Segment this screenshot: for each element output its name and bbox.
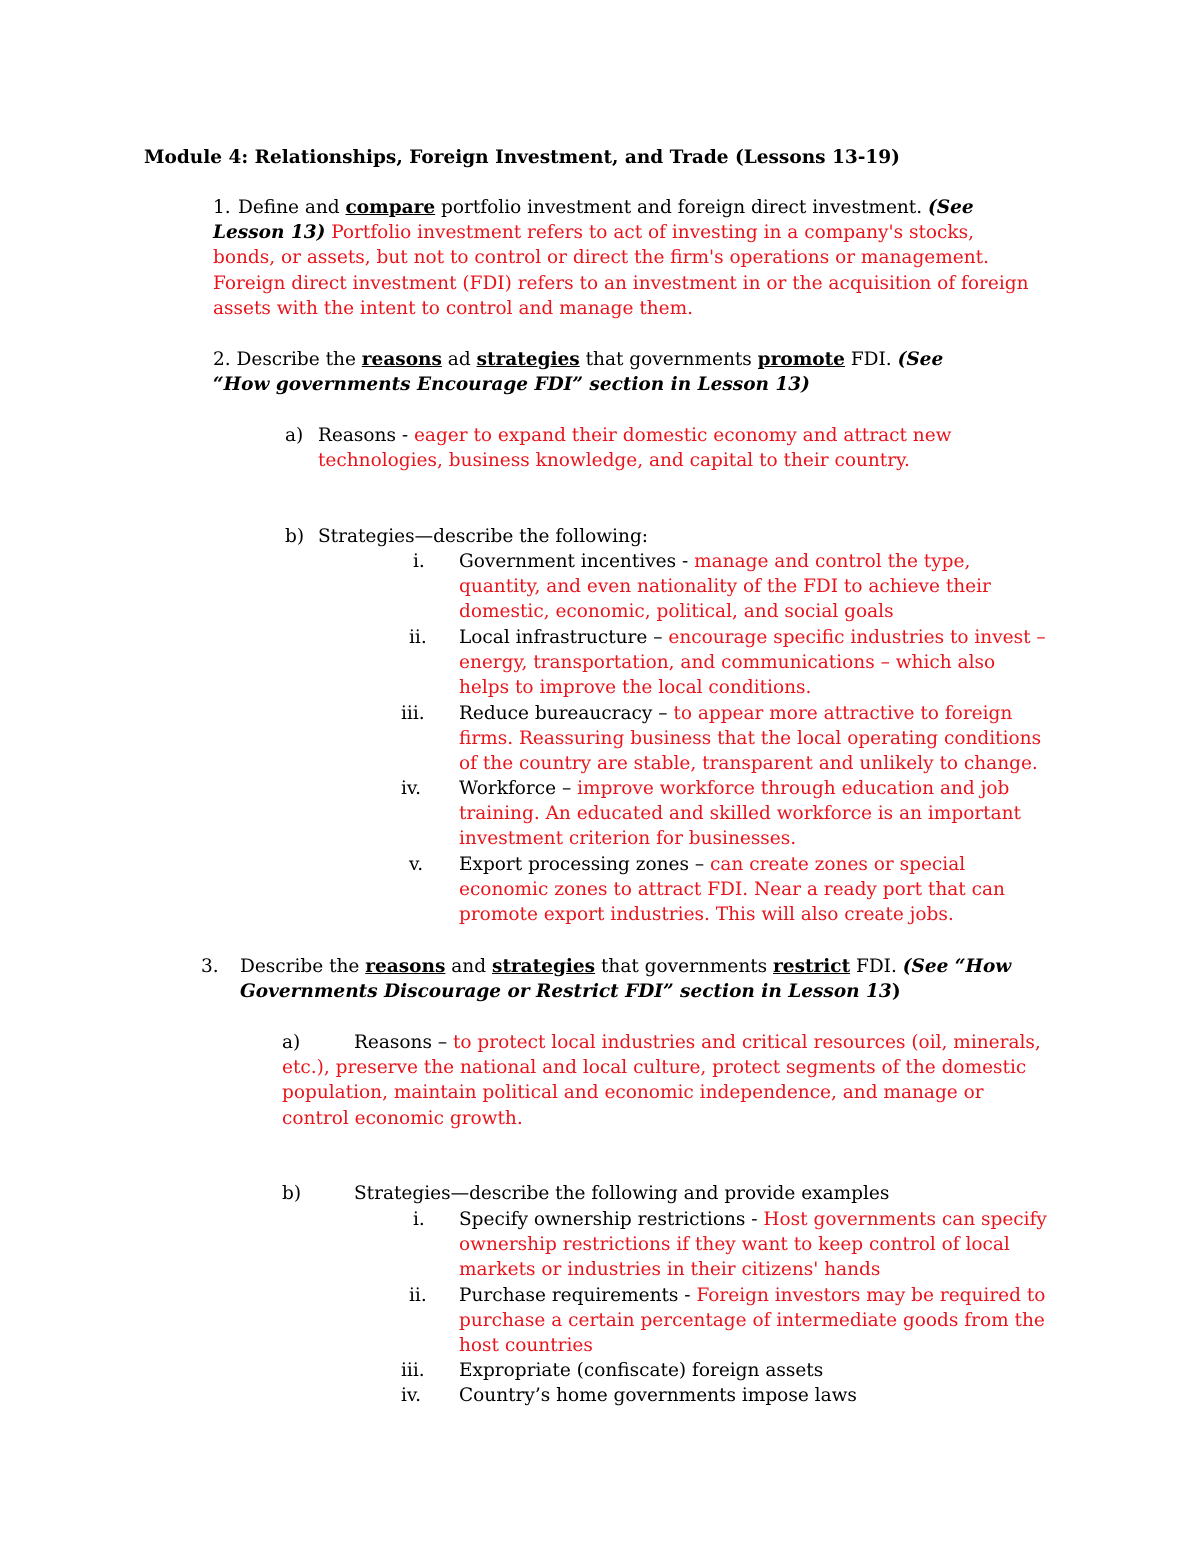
q2b-label: Strategies—describe the following: [318,526,649,547]
q3-close-paren: ) [891,981,901,1003]
q2b-item-2-marker: ii. [409,627,427,648]
q2-text-2: ad [441,349,477,370]
q2b-item-1-label: Government incentives - [459,551,695,572]
q2b-item-4-answer: improve workforce through education and job training. An educated and skilled workforce is an important investment criterion for businesses. [459,778,1021,850]
q1-lesson-ref: (See Lesson 13) [213,197,974,244]
q2b-item-4-label: Workforce – [459,778,578,799]
q3b-marker: b) [282,1183,302,1204]
q3b-item-1-answer: Host governments can specify ownership restrictions if they want to keep control of local markets or industries in their citizens' hands [459,1209,1047,1281]
q3a-text [282,1030,1052,1131]
q3-number: 3. [201,956,219,977]
q3b-item-1 [459,1207,1049,1283]
q3b-item-3 [459,1358,1049,1383]
q1-keyword-compare: compare [345,197,436,218]
q2a-marker: a) [285,425,304,446]
q2b-item-3-label: Reduce bureaucracy – [459,703,674,724]
q3-lesson-ref: (See “How Governments Discourage or Restrict FDI” section in Lesson 13 [240,956,1012,1003]
q3-keyword-reasons: reasons [365,956,446,977]
q2b-item-4-marker: iv. [401,778,422,799]
q2b-item-2-answer: encourage specific industries to invest – energy, transportation, and communications – which also helps to improve the local conditions. [459,627,1046,699]
q3-text-1: Describe the [240,956,366,977]
q3-text-3: that governments [595,956,774,977]
question-2-text [213,347,1003,397]
q2b-item-3-answer: to appear more attractive to foreign firms. Reassuring business that the local operating conditions of the country are stable, transparent and unlikely to change. [459,703,1042,775]
q2-number: 2. [213,349,231,370]
q3b-item-2 [459,1283,1049,1359]
q2b-item-2 [459,625,1049,701]
q2-keyword-reasons: reasons [361,349,442,370]
q2-keyword-strategies: strategies [476,349,580,370]
q3b-item-3-label: Expropriate (confiscate) foreign assets [459,1360,824,1381]
q2b-item-3 [459,701,1049,777]
q3b-item-2-marker: ii. [409,1285,427,1306]
q2-keyword-promote: promote [757,349,845,370]
q2b-item-5-marker: v. [409,854,424,875]
q2-text-3: that governments [579,349,758,370]
q3b-item-4-marker: iv. [401,1385,422,1406]
q2b-item-3-marker: iii. [401,703,425,724]
q3-keyword-restrict: restrict [773,956,851,977]
q2-lesson-ref: (See “How governments Encourage FDI” section in Lesson 13) [213,349,944,396]
question-1-number: 1. [213,197,231,218]
q3a-marker: a) [282,1032,301,1053]
q1-answer: Portfolio investment refers to act of investing in a company's stocks, bonds, or assets, but not to control or direct the firm's operations or management. Foreign direct investment (FDI) refers to an investment in or the acquisition of foreign assets with the intent to control and manage them. [213,222,1029,319]
q2a-label: Reasons - [318,425,414,446]
q2b-item-5 [459,852,1049,928]
question-3-text [240,954,1040,1004]
q1-text: Define and [238,197,346,218]
q2a-text [318,423,958,473]
q2b-item-4 [459,776,1049,852]
q3-keyword-strategies: strategies [491,956,596,977]
q3b-item-1-marker: i. [413,1209,425,1230]
q3b-item-4 [459,1383,1049,1408]
q2b-item-1 [459,549,1049,625]
q2-text-1: Describe the [230,349,362,370]
q3b-item-2-answer: Foreign investors may be required to purchase a certain percentage of intermediate goods from the host countries [459,1285,1046,1357]
q3-text-2: and [445,956,492,977]
q3b-item-1-label: Specify ownership restrictions - [459,1209,764,1230]
question-1-text [213,195,1033,321]
q1-text-2: portfolio investment and foreign direct investment. [435,197,928,218]
q2b-marker: b) [285,526,305,547]
q2b-item-1-marker: i. [413,551,425,572]
q2b-item-2-label: Local infrastructure – [459,627,669,648]
q2b-item-5-answer: can create zones or special economic zones to attract FDI. Near a ready port that can promote export industries. This will also create jobs. [459,854,1005,926]
q3b-item-2-label: Purchase requirements - [459,1285,697,1306]
q3b-item-4-label: Country’s home governments impose laws [459,1385,857,1406]
q2b-item-5-label: Export processing zones – [459,854,711,875]
q2b-item-1-answer: manage and control the type, quantity, and even nationality of the FDI to achieve their domestic, economic, political, and social goals [459,551,991,623]
q2-text-4: FDI. [844,349,898,370]
q3b-item-3-marker: iii. [401,1360,425,1381]
q3a-answer: to protect local industries and critical resources (oil, minerals, etc.), preserve the national and local culture, protect segments of the domestic population, maintain political and economic independence, and manage or control economic growth. [282,1032,1041,1129]
q3-text-4: FDI. [850,956,903,977]
q3a-label: Reasons – [354,1032,453,1053]
page-title: Module 4: Relationships, Foreign Investment, and Trade (Lessons 13-19) [144,147,900,168]
q2a-answer: eager to expand their domestic economy and attract new technologies, business knowledge, and capital to their country. [318,425,952,472]
q3b-label: Strategies—describe the following and provide examples [354,1183,890,1204]
